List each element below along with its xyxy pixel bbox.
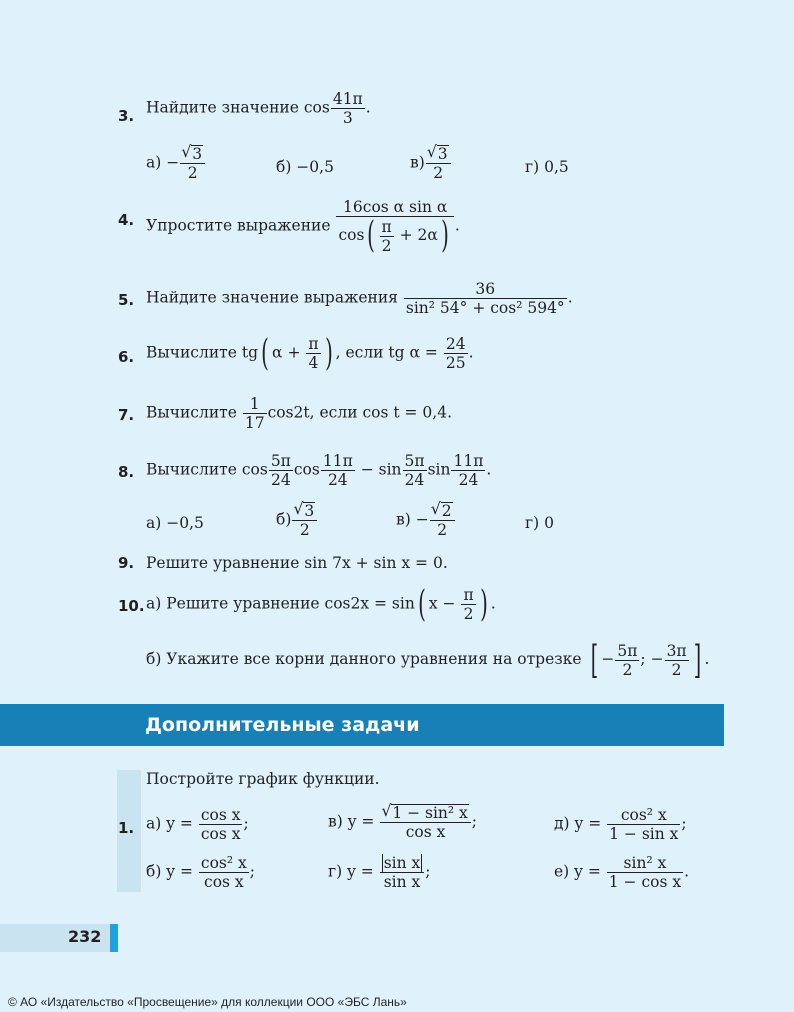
section-banner <box>0 704 724 746</box>
problem-7-number: 7. <box>118 406 135 424</box>
problem-8-answer-b: б) √ $\frac{3}{2}$ <box>276 502 318 539</box>
copyright: © АО «Издательство «Просвещение» для коллекции ООО «ЭБС Лань» <box>8 995 407 1009</box>
problem-6-text: Вычислите tg( α + $\frac{\pi}{4}$ ) , если tg α = $\frac{24}{25}$ . <box>146 332 474 374</box>
problem-7-text: Вычислите $\frac{1}{17}$ cos2t, если cos t = 0,4. <box>146 395 453 432</box>
problem-10-part-b: б) Укажите все корни данного уравнения на отрезке [ − $\frac{5\pi}{2}$ ; − $\frac{3\pi}{2}$ ] . <box>146 638 710 682</box>
extra-a: а) y = $\frac{\text{cos x}}{\text{cos x}}$ ; <box>146 806 249 843</box>
problem-10-number: 10. <box>118 597 145 615</box>
problem-8-answer-c: в) − √ $\frac{2}{2}$ <box>396 502 456 539</box>
problem-8-answer-d: г) 0 <box>525 514 554 532</box>
extra-e: е) y = $\frac{\text{sin² x}}{\text{1 − cos x}}$ . <box>554 854 690 891</box>
page-number: 232 <box>68 927 102 946</box>
extra-g: г) y = $\frac{\text{sin x}}{\text{sin x}}$ ; <box>328 854 431 891</box>
problem-10-part-a: а) Решите уравнение cos2x = sin( x − $\frac{\pi}{2}$ ) . <box>146 583 496 625</box>
problem-3-number: 3. <box>118 107 135 125</box>
extra-task-number: 1. <box>118 819 135 837</box>
extra-d: д) y = $\frac{\text{cos² x}}{\text{1 − sin x}}$ ; <box>554 806 687 843</box>
extra-v: в) y = √ $\frac{\text{1 − sin² x}}{\text{cos x}}$ ; <box>328 804 477 841</box>
problem-5-number: 5. <box>118 291 135 309</box>
problem-9-number: 9. <box>118 554 135 572</box>
problem-8-text: Вычислите cos $\frac{5\pi}{24}$ cos $\frac{11\pi}{24}$ − sin $\frac{5\pi}{24}$ sin $\frac{11\pi}{24}$ . <box>146 452 492 489</box>
problem-3-answer-c: в) √ $\frac{3}{2}$ <box>410 145 452 182</box>
problem-8-answer-a: а) −0,5 <box>146 514 204 532</box>
extra-b: б) y = $\frac{\text{cos² x}}{\text{cos x}}$ ; <box>146 854 256 891</box>
section-title: Дополнительные задачи <box>145 714 420 736</box>
problem-6-number: 6. <box>118 348 135 366</box>
problem-8-number: 8. <box>118 463 135 481</box>
problem-5-text: Найдите значение выражения $\frac{36}{\text{sin² 54° + cos² 594°}}$ . <box>146 280 573 317</box>
problem-3-answer-a: а) − √ $\frac{3}{2}$ <box>146 145 206 182</box>
problem-9-text: Решите уравнение sin 7x + sin x = 0. <box>146 554 448 572</box>
problem-4-text: Упростите выражение 16cos α sin α cos( $\frac{\pi}{2}$ + 2α) . <box>146 198 460 256</box>
problem-3-answer-b: б) −0,5 <box>276 158 334 176</box>
problem-3-text: Найдите значение cos $\frac{41\pi}{3}$ . <box>146 90 371 127</box>
page-number-tab <box>110 924 118 952</box>
problem-3-answer-d: г) 0,5 <box>525 158 569 176</box>
extra-intro: Постройте график функции. <box>146 770 380 788</box>
problem-4-number: 4. <box>118 211 135 229</box>
